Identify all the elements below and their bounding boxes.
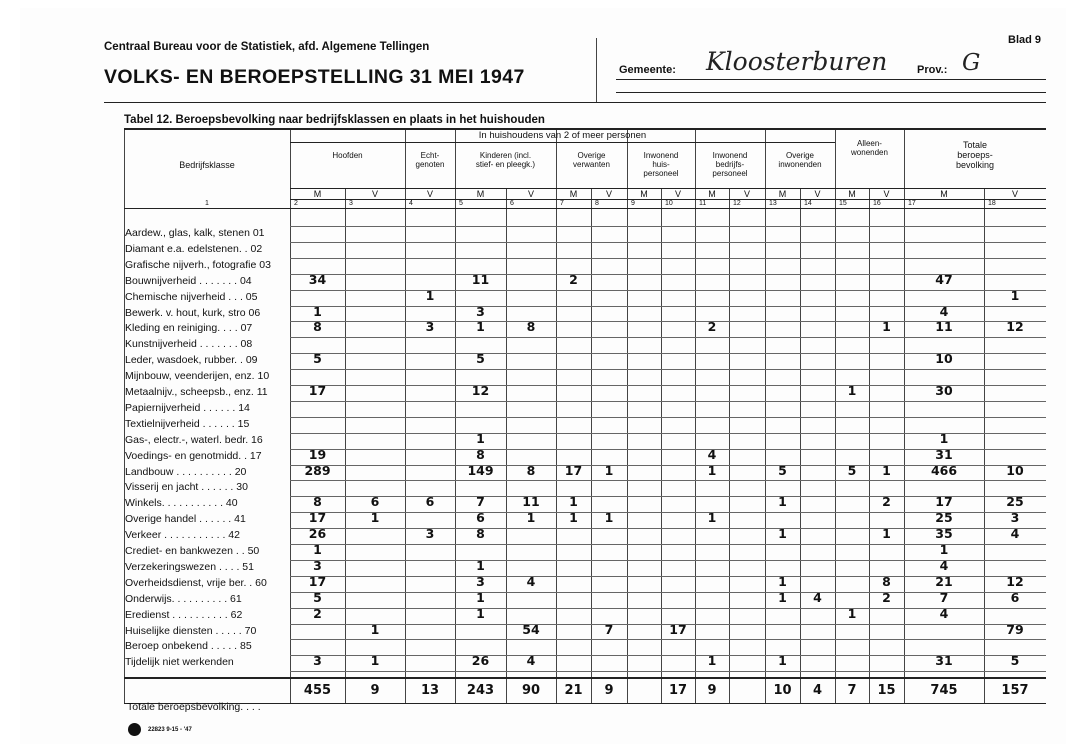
row-label: Kunstnijverheid . . . . . . . 08 — [125, 338, 253, 351]
table-cell: 1 — [778, 494, 787, 510]
form-title: VOLKS- EN BEROEPSTELLING 31 MEI 1947 — [104, 66, 525, 88]
table-cell: 6 — [425, 494, 435, 510]
table-cell: 4 — [1010, 526, 1020, 542]
column-group-header: Inwonend bedrijfs- personeel — [712, 151, 748, 178]
column-number: 13 — [769, 200, 777, 207]
table-cell: 1 — [707, 510, 717, 526]
total-cell: 4 — [812, 683, 823, 699]
total-row-label: Totale beroepsbevolking. . . . — [127, 701, 261, 713]
table-cell: 2 — [707, 319, 717, 335]
print-code: 22823 9-15 - '47 — [148, 727, 192, 733]
table-cell: 54 — [522, 621, 540, 637]
gemeente-label: Gemeente: — [619, 64, 676, 76]
column-number: 8 — [595, 200, 599, 207]
table-cell: 3 — [313, 653, 322, 669]
table-cell: 1 — [370, 653, 380, 669]
table-cell: 8 — [313, 319, 322, 335]
row-label: Huiselijke diensten . . . . . 70 — [125, 624, 257, 637]
table-cell: 17 — [308, 510, 327, 526]
organization-name: Centraal Bureau voor de Statistiek, afd. Algemene Tellingen — [104, 41, 430, 53]
column-rule — [800, 188, 801, 703]
table-cell: 3 — [476, 303, 485, 319]
sex-header: V — [1011, 189, 1018, 199]
row-label: Verzekeringswezen . . . . 51 — [125, 560, 254, 573]
table-cell: 10 — [935, 351, 953, 367]
table-cell: 4 — [939, 303, 949, 319]
row-label: Kleding en reiniging. . . . 07 — [125, 322, 253, 335]
row-label: Beroep onbekend . . . . . 85 — [125, 640, 252, 653]
table-cell: 17 — [308, 573, 327, 589]
gemeente-value: Kloosterburen — [706, 47, 888, 76]
table-cell: 3 — [476, 573, 485, 589]
column-number: 11 — [699, 200, 707, 207]
table-title: Tabel 12. Beroepsbevolking naar bedrijfsklassen en plaats in het huishouden — [124, 114, 545, 126]
table-cell: 5 — [1010, 653, 1020, 669]
table-cell: 12 — [1006, 319, 1024, 335]
sex-header: V — [605, 189, 612, 199]
table-cell: 1 — [882, 462, 891, 478]
bedrijfsklasse-header: Bedrijfsklasse — [179, 160, 235, 170]
total-cell: 455 — [303, 683, 332, 699]
table-cell: 1 — [707, 653, 717, 669]
row-label: Diamant e.a. edelstenen. . 02 — [125, 242, 263, 255]
column-number: 15 — [839, 200, 847, 207]
total-cell: 7 — [847, 683, 857, 699]
column-number: 9 — [631, 200, 635, 207]
table-cell: 3 — [425, 526, 435, 542]
table-cell: 289 — [304, 462, 331, 478]
table-cell: 1 — [1010, 287, 1020, 303]
row-rule — [290, 401, 1046, 402]
table-cell: 17 — [564, 462, 583, 478]
table-cell: 8 — [882, 573, 891, 589]
table-cell: 4 — [813, 589, 822, 605]
column-number: 18 — [988, 200, 996, 207]
table-cell: 1 — [778, 589, 787, 605]
column-number: 7 — [560, 200, 564, 207]
row-label: Gas-, electr.-, waterl. bedr. 16 — [125, 433, 263, 446]
row-label: Aardew., glas, kalk, stenen 01 — [125, 227, 265, 239]
sex-header: M — [313, 189, 322, 199]
row-rule — [290, 226, 1046, 227]
total-cell: 243 — [466, 683, 495, 699]
table-cell: 3 — [425, 319, 435, 335]
table-cell: 1 — [313, 303, 322, 319]
sex-header: M — [778, 189, 787, 199]
column-number: 12 — [733, 200, 741, 207]
row-label: Landbouw . . . . . . . . . . 20 — [125, 465, 247, 478]
header-rule — [290, 142, 835, 143]
table-cell: 466 — [930, 462, 958, 478]
row-rule — [290, 480, 1046, 481]
table-cell: 2 — [882, 494, 891, 510]
row-rule — [290, 337, 1046, 338]
table-bottom-rule — [124, 703, 1046, 704]
table-cell: 4 — [707, 446, 717, 462]
row-label: Textielnijverheid . . . . . . 15 — [125, 417, 250, 430]
table-cell: 1 — [882, 526, 891, 542]
table-cell: 26 — [308, 526, 327, 542]
column-number: 16 — [873, 200, 881, 207]
table-cell: 11 — [522, 494, 540, 510]
table-cell: 1 — [778, 653, 787, 669]
column-number: 2 — [294, 200, 298, 207]
province-value: G — [962, 50, 981, 76]
column-number: 17 — [908, 200, 916, 207]
table-cell: 11 — [471, 271, 490, 287]
table-cell: 8 — [313, 494, 322, 510]
table-cell: 11 — [935, 319, 953, 335]
table-cell: 1 — [526, 510, 536, 526]
sex-header: V — [426, 189, 433, 199]
table-cell: 1 — [939, 542, 949, 557]
table-cell: 7 — [604, 621, 614, 637]
table-cell: 4 — [526, 573, 536, 589]
table-cell: 26 — [471, 653, 490, 669]
table-cell: 5 — [847, 462, 857, 478]
table-cell: 1 — [939, 430, 949, 446]
column-number: 14 — [804, 200, 812, 207]
table-cell: 8 — [526, 462, 536, 478]
sex-header: M — [848, 189, 856, 199]
table-cell: 6 — [1010, 589, 1020, 605]
row-label: Papiernijverheid . . . . . . 14 — [125, 401, 250, 414]
table-cell: 31 — [935, 653, 953, 669]
table-cell: 1 — [847, 605, 857, 621]
table-cell: 10 — [1006, 462, 1024, 478]
row-label: Crediet- en bankwezen . . 50 — [125, 545, 260, 557]
table-cell: 1 — [313, 542, 322, 557]
table-cell: 2 — [882, 589, 891, 605]
table-cell: 2 — [313, 605, 322, 621]
table-cell: 1 — [476, 319, 485, 335]
table-cell: 1 — [847, 383, 857, 398]
row-label: Overige handel . . . . . . 41 — [125, 513, 246, 526]
total-cell: 9 — [370, 683, 380, 699]
table-cell: 1 — [425, 287, 435, 303]
row-rule — [290, 639, 1046, 640]
table-cell: 17 — [935, 494, 953, 510]
table-cell: 21 — [935, 573, 953, 589]
header-rule — [616, 92, 1046, 93]
row-label: Visserij en jacht . . . . . . 30 — [125, 481, 248, 494]
row-label: Verkeer . . . . . . . . . . . 42 — [125, 529, 240, 542]
row-label: Leder, wasdoek, rubber. . 09 — [125, 354, 258, 367]
sex-header: V — [883, 189, 890, 199]
table-cell: 7 — [476, 494, 485, 510]
sex-header: M — [476, 189, 485, 199]
table-cell: 12 — [1006, 573, 1024, 589]
table-cell: 149 — [467, 462, 494, 478]
row-rule — [290, 671, 1046, 672]
header-rule — [124, 208, 1046, 209]
table-cell: 1 — [476, 589, 485, 605]
table-cell: 3 — [313, 557, 322, 573]
row-label: Mijnbouw, veenderijen, enz. 10 — [125, 370, 270, 383]
total-cell: 13 — [420, 683, 440, 699]
total-cell: 9 — [707, 683, 717, 699]
table-cell: 34 — [308, 271, 327, 287]
gemeente-underline — [616, 79, 1046, 80]
total-cell: 90 — [521, 683, 541, 699]
table-cell: 1 — [604, 510, 614, 526]
sex-header: M — [640, 189, 648, 199]
total-cell: 9 — [604, 683, 614, 699]
row-label: Chemische nijverheid . . . 05 — [125, 290, 258, 303]
total-cell: 10 — [773, 683, 792, 699]
table-cell: 1 — [476, 557, 485, 573]
row-label: Bouwnijverheid . . . . . . . 04 — [125, 274, 252, 287]
table-cell: 3 — [1010, 510, 1020, 526]
sex-header: M — [708, 189, 716, 199]
row-label: Tijdelijk niet werkenden — [125, 656, 234, 669]
column-number: 3 — [349, 200, 353, 207]
sex-header: M — [569, 189, 578, 199]
table-cell: 19 — [308, 446, 327, 462]
table-cell: 1 — [707, 462, 717, 478]
header-rule — [104, 102, 1046, 103]
table-cell: 1 — [604, 462, 614, 478]
table-cell: 25 — [935, 510, 953, 526]
row-label: Winkels. . . . . . . . . . . 40 — [125, 497, 238, 510]
sheet-number: Blad 9 — [1008, 34, 1042, 46]
table-cell: 1 — [370, 510, 380, 526]
table-cell: 7 — [939, 589, 949, 605]
column-group-header: Kinderen (incl. stief- en pleegk.) — [475, 151, 536, 169]
total-cell: 17 — [668, 683, 688, 699]
row-rule — [290, 258, 1046, 259]
table-cell: 6 — [370, 494, 380, 510]
table-cell: 5 — [313, 351, 322, 367]
column-group-header: Alleen- wonenden — [851, 139, 888, 157]
column-number: 5 — [459, 200, 463, 207]
sex-header: M — [940, 189, 948, 199]
table-cell: 79 — [1006, 621, 1024, 637]
column-group-header: Inwonend huis- personeel — [643, 151, 679, 178]
column-number: 1 — [205, 200, 209, 207]
column-number: 10 — [665, 200, 673, 207]
table-cell: 12 — [471, 383, 490, 398]
row-rule — [290, 242, 1046, 243]
total-cell: 15 — [877, 683, 896, 699]
table-cell: 6 — [476, 510, 485, 526]
table-cell: 1 — [569, 494, 578, 510]
column-group-header: Echt- genoten — [415, 151, 445, 169]
row-rule — [290, 417, 1046, 418]
table-bottom-rule — [124, 677, 1046, 679]
table-cell: 1 — [476, 430, 485, 446]
row-label: Overheidsdienst, vrije ber. . 60 — [125, 576, 267, 589]
sex-header: V — [743, 189, 750, 199]
table-cell: 17 — [308, 383, 327, 398]
sex-header: V — [674, 189, 681, 199]
table-cell: 5 — [476, 351, 485, 367]
table-cell: 1 — [569, 510, 578, 526]
table-cell: 1 — [882, 319, 891, 335]
row-rule — [290, 369, 1046, 370]
column-group-header: Totale beroeps- bevolking — [955, 140, 995, 171]
table-cell: 1 — [370, 621, 380, 637]
column-group-header: Hoofden — [332, 151, 363, 160]
table-cell: 5 — [313, 589, 322, 605]
table-cell: 1 — [476, 605, 485, 621]
sex-header: V — [814, 189, 821, 199]
table-cell: 1 — [778, 526, 787, 542]
column-group-header: Overige inwonenden — [778, 151, 822, 169]
total-cell: 745 — [930, 683, 958, 699]
row-label: Voedings- en genotmidd. . 17 — [125, 449, 262, 462]
table-cell: 4 — [939, 605, 949, 621]
sex-header: V — [371, 189, 378, 199]
row-label: Metaalnijv., scheepsb., enz. 11 — [125, 386, 268, 398]
row-label: Eredienst . . . . . . . . . . 62 — [125, 608, 243, 621]
total-cell: 21 — [564, 683, 583, 699]
sex-header: V — [527, 189, 534, 199]
table-cell: 2 — [569, 271, 578, 287]
table-cell: 30 — [935, 383, 953, 398]
table-cell: 17 — [669, 621, 687, 637]
table-cell: 4 — [939, 557, 949, 573]
column-rule — [869, 188, 870, 703]
table-cell: 5 — [778, 462, 787, 478]
table-cell: 4 — [526, 653, 536, 669]
table-cell: 1 — [778, 573, 787, 589]
header-divider — [596, 38, 597, 102]
table-cell: 35 — [935, 526, 953, 542]
row-label: Bewerk. v. hout, kurk, stro 06 — [125, 306, 261, 319]
column-number: 4 — [409, 200, 413, 207]
table-cell: 47 — [935, 271, 953, 287]
huishoudens-header: In huishoudens van 2 of meer personen — [478, 130, 647, 141]
row-rule — [290, 290, 1046, 291]
printer-seal-icon — [128, 723, 141, 736]
table-cell: 8 — [476, 446, 485, 462]
table-cell: 25 — [1006, 494, 1024, 510]
table-cell: 31 — [935, 446, 953, 462]
row-label: Grafische nijverh., fotografie 03 — [125, 258, 271, 271]
column-rule — [729, 188, 730, 703]
table-cell: 8 — [476, 526, 485, 542]
total-cell: 157 — [1001, 683, 1029, 699]
column-number: 6 — [510, 200, 514, 207]
row-label: Onderwijs. . . . . . . . . . 61 — [125, 592, 242, 605]
column-group-header: Overige verwanten — [573, 151, 610, 169]
province-label: Prov.: — [917, 64, 948, 76]
table-cell: 8 — [526, 319, 536, 335]
